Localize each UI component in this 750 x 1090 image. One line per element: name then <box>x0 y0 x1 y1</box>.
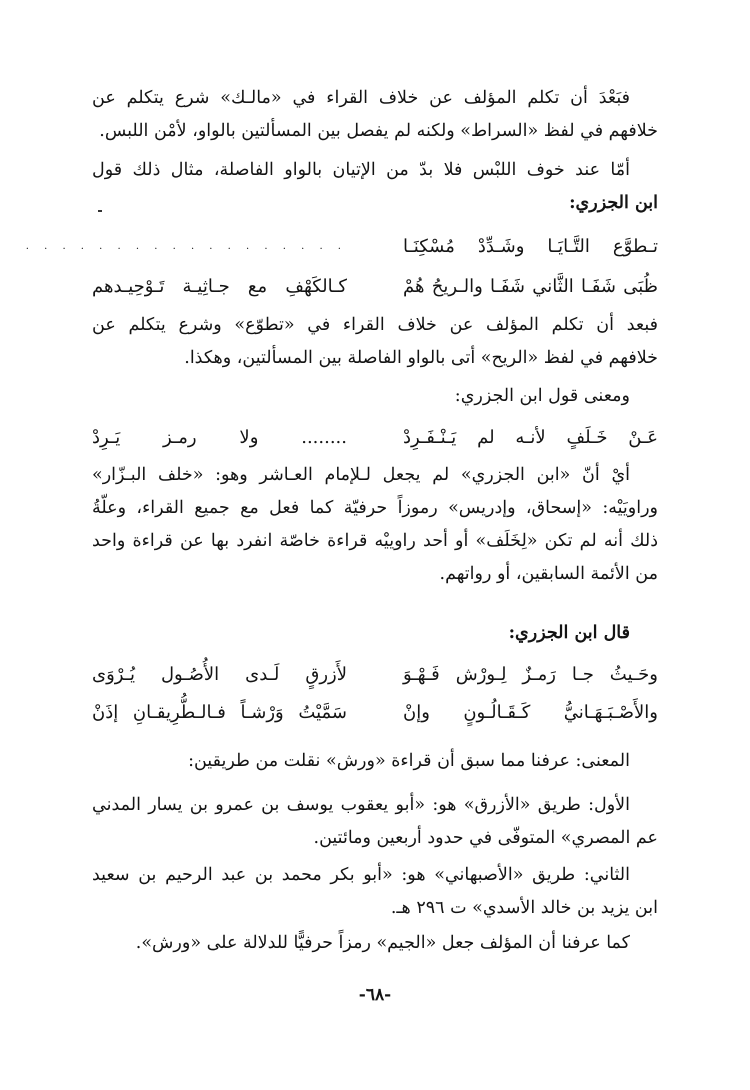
verse-3-row-1-left-hemistich: لأَزرقٍ لَـدى الأُصُـول يُـرْوَى <box>92 664 347 685</box>
paragraph-6-line-1: قال ابن الجزري: <box>508 623 630 643</box>
verse-3-row-2-left-hemistich: سَمَّيْتُ وَرْشـاً فـالـطُّرِيقـانِ إذَنْ <box>92 702 347 723</box>
paragraph-8-line-1: الأول: طريق «الأزرق» هو: «أبو يعقوب يوسف بن عمرو بن يسار المدني <box>92 795 630 815</box>
verse-2-right-hemistich: عَـنْ خَـلَفٍ لأنـه لم يَـنْـفَـرِدْ <box>403 427 658 448</box>
paragraph-1-line-2: خلافهم في لفظ «السراط» ولكنه لم يفصل بين المسألتين بالواو، لأمْن اللبس. <box>99 121 658 141</box>
verse-3-row-2 <box>92 698 658 728</box>
paragraph-3-line-2: خلافهم في لفظ «الريح» أتى بالواو الفاصلة بين المسألتين، وهكذا. <box>184 348 658 368</box>
paragraph-9-line-2: ابن يزيد بن خالد الأسدي» ت ٢٩٦ هـ. <box>390 898 658 918</box>
verse-2-row <box>92 423 658 453</box>
paragraph-7-line-1: المعنى: عرفنا مما سبق أن قراءة «ورش» نقلت من طريقين: <box>188 751 630 771</box>
paragraph-10-line-1: كما عرفنا أن المؤلف جعل «الجيم» رمزاً حرفيًّا للدلالة على «ورش». <box>135 933 630 953</box>
verse-3-row-1-right-hemistich: وحَـيثُ جـا رَمـزٌ لِـورْش فَـهْـوَ <box>403 664 658 685</box>
verse-3-row-2-right-hemistich: والأَصْـبَـهَـانيُّ كَـقَـالُـونٍ وإنْ <box>403 702 658 723</box>
paragraph-5-line-3: ذلك أنه لم تكن «لِخَلَف» أو أحد راوييْه قراءة خاصّة انفرد بها عن قراءة واحد <box>92 531 658 551</box>
paragraph-8-line-2: عم المصري» المتوفّى في حدود أربعين ومائتين. <box>313 828 658 848</box>
paragraph-5-line-4: من الأئمة السابقين، أو رواتهم. <box>439 564 658 584</box>
paragraph-2-line-1: أمّا عند خوف اللبْس فلا بدّ من الإتيان بالواو الفاصلة، مثال ذلك قول <box>92 160 630 180</box>
verse-1-row-2-right-hemistich: ظُبَى شَفَـا الثَّاني شَفَـا والـريحُ هُمْ <box>403 276 658 297</box>
verse-2-left-hemistich: ........ ولا رمـز يَـرِدْ <box>92 427 347 448</box>
verse-1-row-2-left-hemistich: كـالكَهْفِ مع جـاثِيـة تَـوْحِيـدهم <box>92 276 347 297</box>
verse-1-row-1 <box>25 232 658 262</box>
verse-1-row-1-right-hemistich: تـطوَّع التَّـايَـا وشَـدِّدْ مُسْكِنَـا <box>403 236 658 257</box>
paragraph-9-line-1: الثاني: طريق «الأصبهاني» هو: «أبو بكر محمد بن عبد الرحيم بن سعيد <box>92 865 630 885</box>
paragraph-5-line-2: وراويَيْه: «إسحاق، وإدريس» رموزاً حرفيّة كما فعل مع جميع القراء، وعلّةُ <box>92 498 658 518</box>
verse-1-row-1-left-hemistich: . . . . . . . . . . . . . . . . . . <box>25 241 347 252</box>
small-dash-mark <box>98 210 102 212</box>
paragraph-2-line-2: ابن الجزري: <box>569 193 658 213</box>
paragraph-5-line-1: أيْ أنّ «ابن الجزري» لم يجعل لـلإمام العـاشر وهو: «خلف البـزّار» <box>92 465 630 485</box>
paragraph-1-line-1: فبَعْدَ أن تكلم المؤلف عن خلاف القراء في «مالـك» شرع يتكلم عن <box>92 88 630 108</box>
verse-1-row-2 <box>92 272 658 302</box>
paragraph-4-line-1: ومعنى قول ابن الجزري: <box>454 386 630 406</box>
verse-3-row-1 <box>92 660 658 690</box>
page-number: -٦٨- <box>358 985 392 1005</box>
paragraph-3-line-1: فبعد أن تكلم المؤلف عن خلاف القراء في «تطوّع» وشرع يتكلم عن <box>92 315 658 335</box>
